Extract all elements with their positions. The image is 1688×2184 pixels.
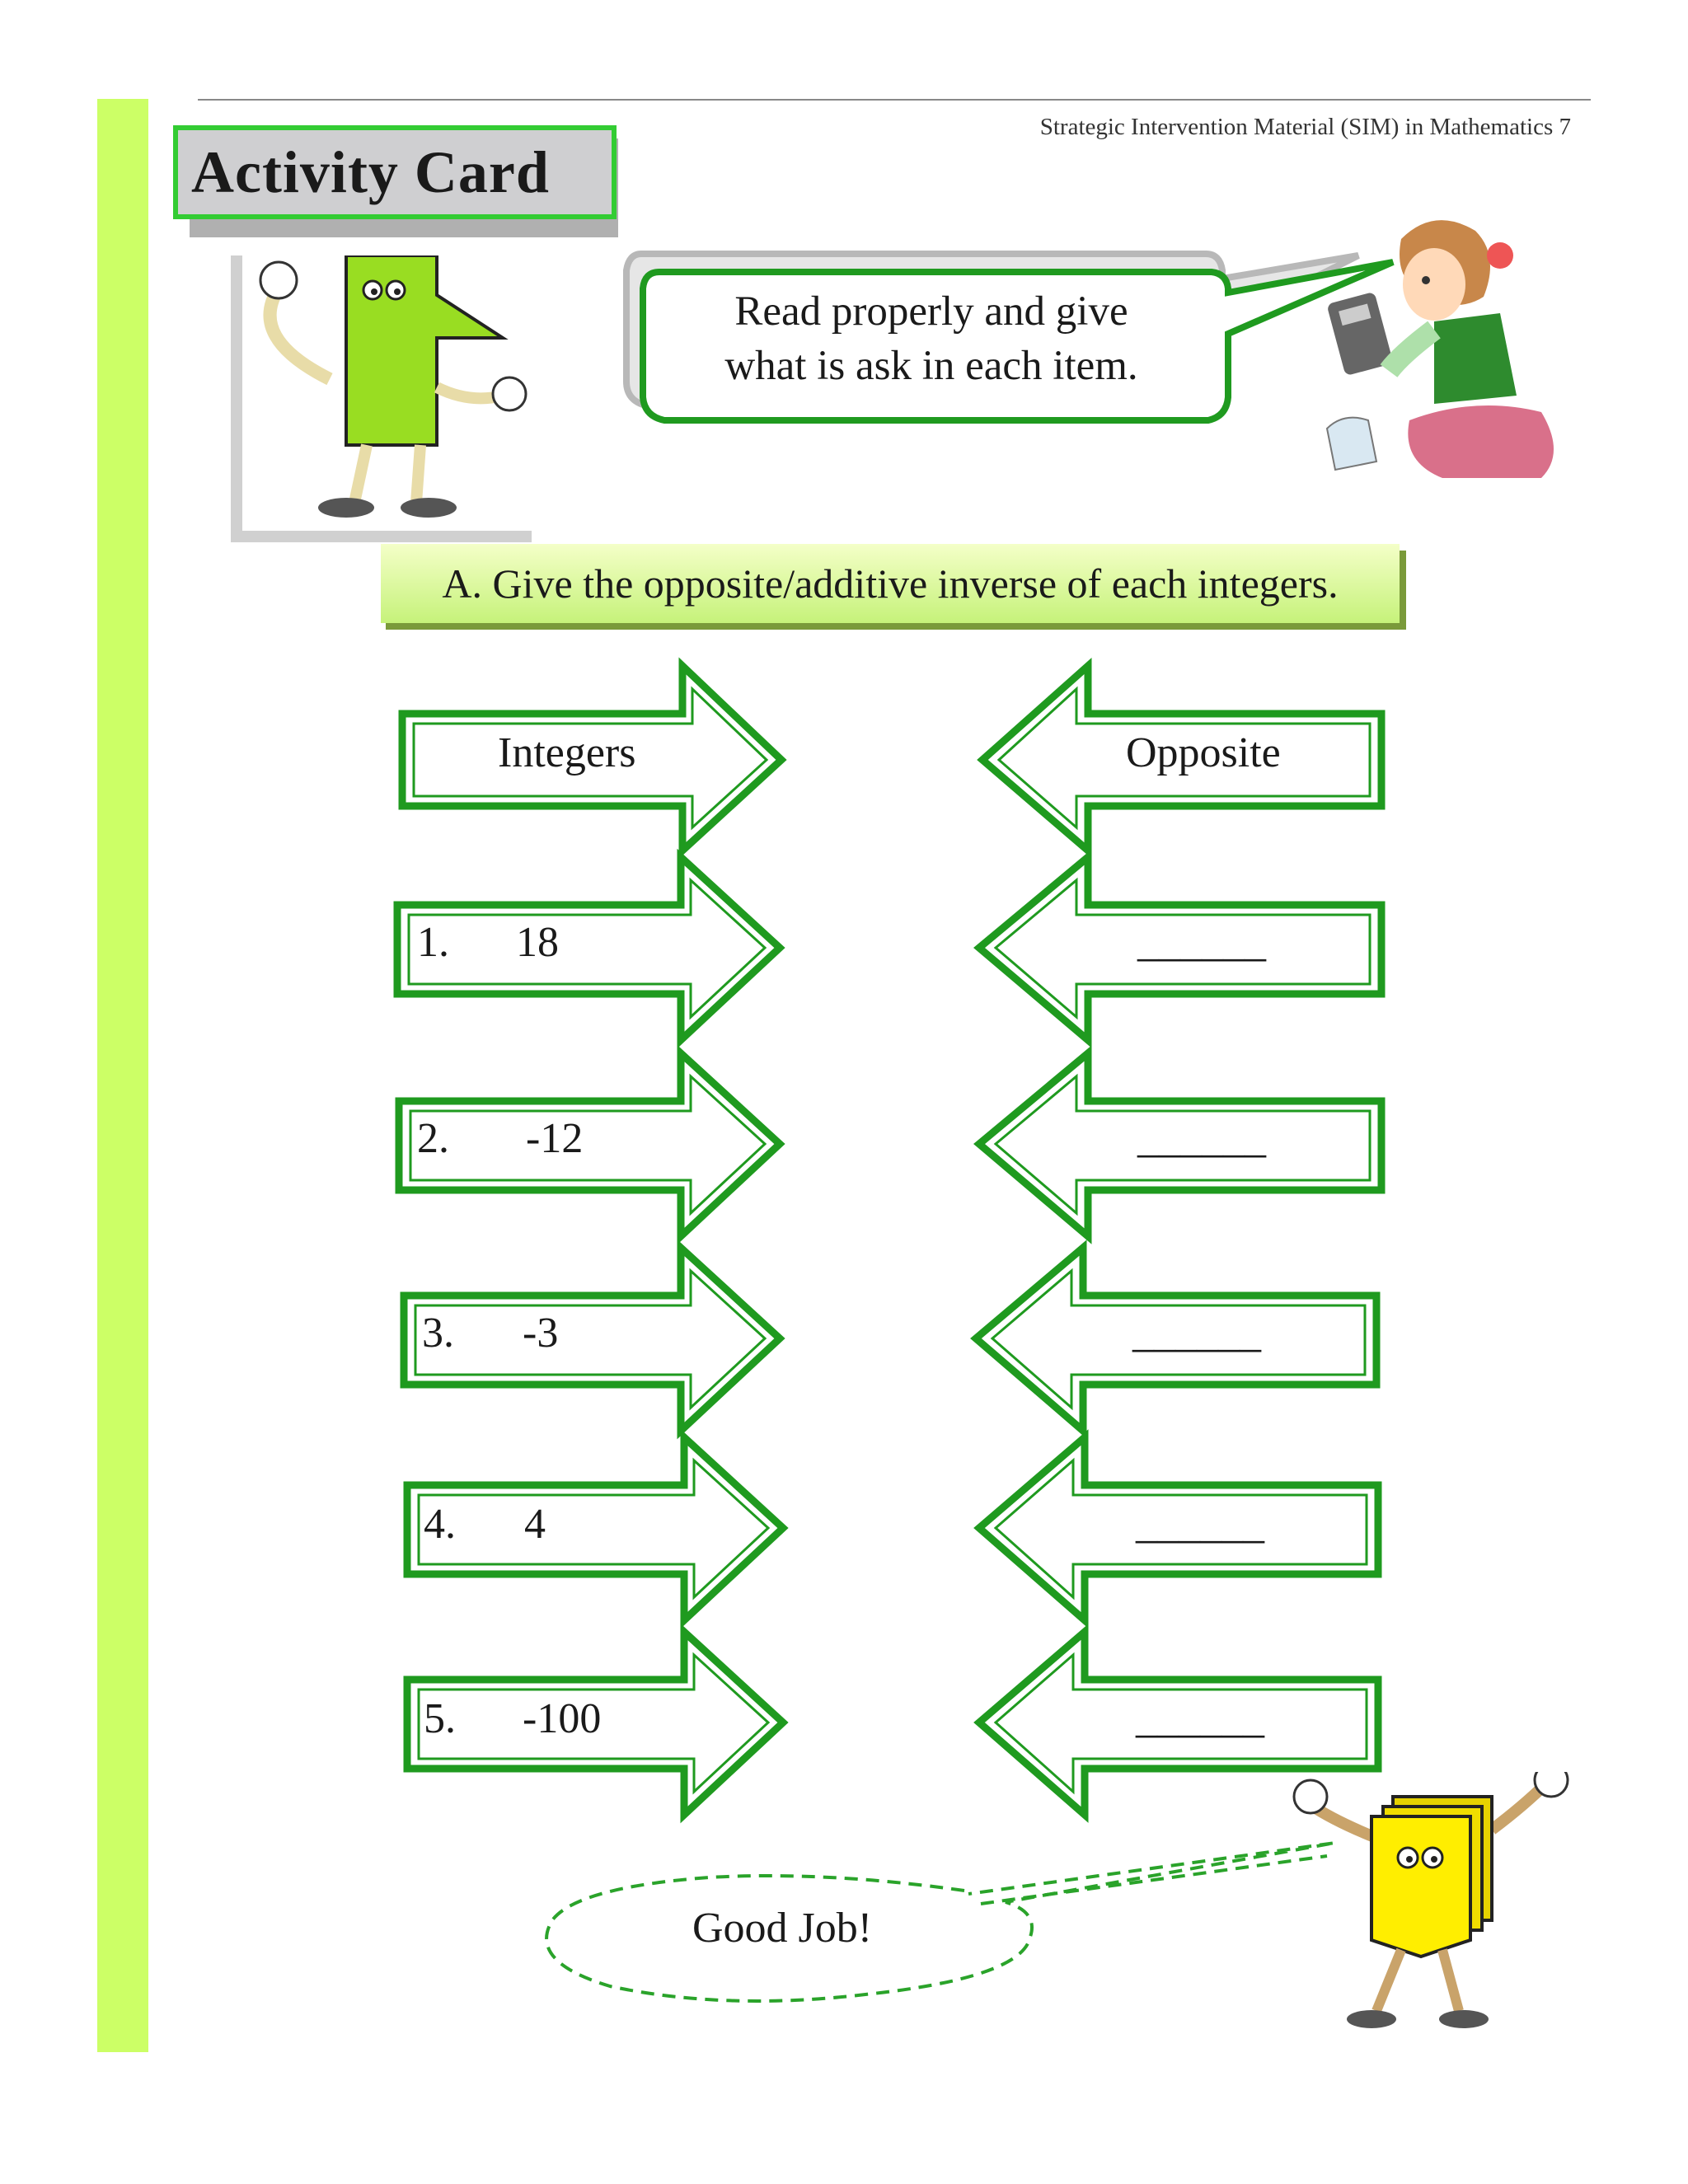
item-number-2: 2.	[417, 1115, 449, 1162]
task-prompt-text: A. Give the opposite/additive inverse of each integers.	[442, 560, 1339, 607]
item-number-4: 4.	[424, 1501, 456, 1548]
answer-blank-1[interactable]: ______	[1137, 919, 1266, 966]
answer-blank-5[interactable]: ______	[1136, 1695, 1264, 1742]
answer-blank-3[interactable]: ______	[1132, 1310, 1261, 1357]
item-number-1: 1.	[417, 919, 449, 966]
answer-blank-2[interactable]: ______	[1137, 1115, 1266, 1162]
column-label-integers: Integers	[498, 729, 636, 776]
item-number-3: 3.	[422, 1310, 454, 1357]
instruction-line-1: Read properly and give	[734, 288, 1128, 335]
card-title-text: Activity Card	[191, 138, 550, 205]
column-label-opposite: Opposite	[1126, 729, 1281, 776]
item-value-4: 4	[524, 1501, 546, 1548]
answer-blank-4[interactable]: ______	[1136, 1501, 1264, 1548]
item-value-3: -3	[523, 1310, 559, 1357]
header-subtitle: Strategic Intervention Material (SIM) in Mathematics 7	[1039, 114, 1571, 140]
good-job-text: Good Job!	[692, 1905, 873, 1952]
instruction-line-2: what is ask in each item.	[724, 343, 1138, 389]
item-value-2: -12	[526, 1115, 584, 1162]
item-number-5: 5.	[424, 1695, 456, 1742]
item-value-1: 18	[516, 919, 559, 966]
item-value-5: -100	[523, 1695, 602, 1742]
book-mascot-illustration	[1286, 1772, 1582, 2052]
